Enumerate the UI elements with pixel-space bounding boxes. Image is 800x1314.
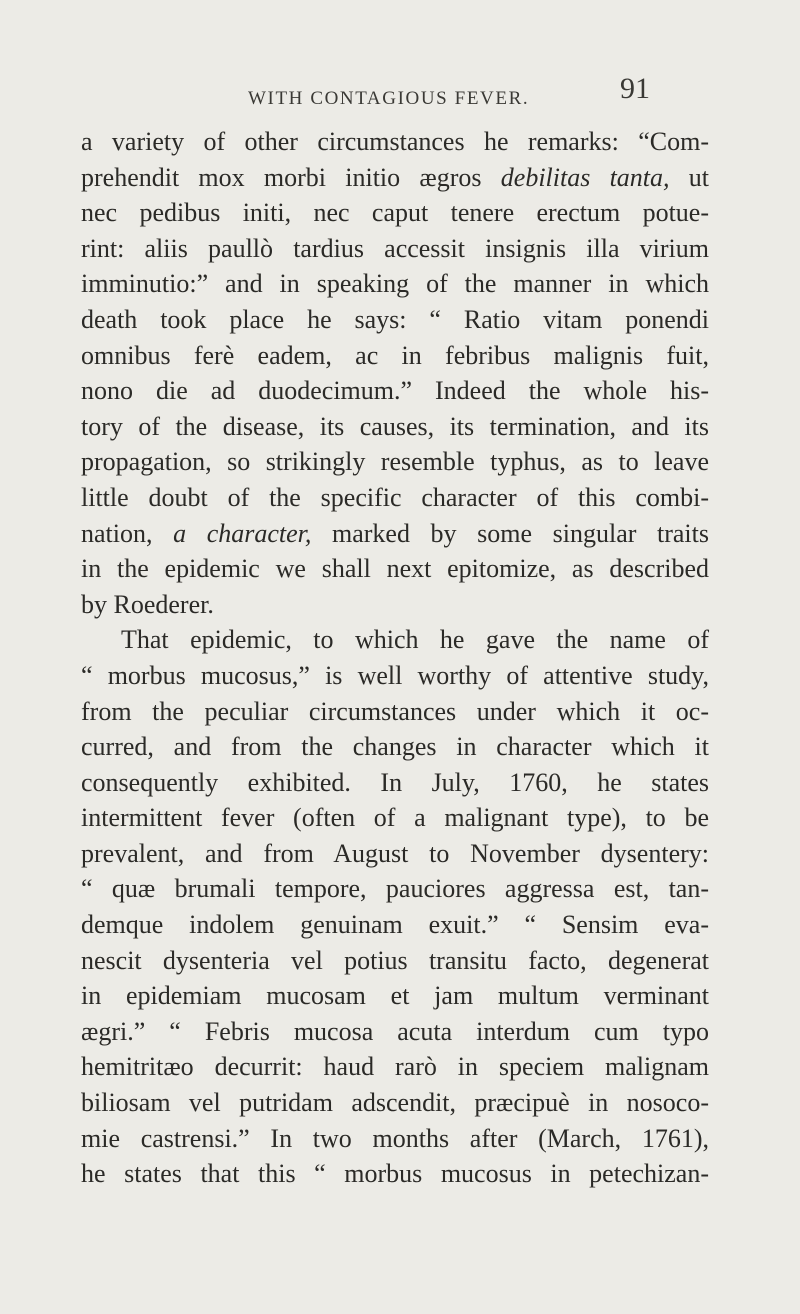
text-line (81, 195, 709, 231)
text-line (81, 871, 709, 907)
text-segment: tory of the disease, its causes, its termination, and its (81, 411, 709, 441)
text-line (81, 266, 709, 302)
text-segment: mie castrensi.” In two months after (March, 1761), (81, 1123, 709, 1153)
text-line (81, 1049, 709, 1085)
text-segment: from the peculiar circumstances under which it oc- (81, 696, 709, 726)
text-line (81, 800, 709, 836)
text-line (81, 1014, 709, 1050)
text-line (81, 729, 709, 765)
text-line (81, 444, 709, 480)
text-line (81, 516, 709, 552)
text-segment: prehendit mox morbi initio ægros (81, 162, 501, 192)
text-segment: nescit dysenteria vel potius transitu facto, degenerat (81, 945, 709, 975)
text-segment: nec pedibus initi, nec caput tenere erectum potue- (81, 198, 709, 228)
text-line (81, 907, 709, 943)
text-segment: propagation, so strikingly resemble typhus, as to leave (81, 447, 709, 477)
text-line (81, 124, 709, 160)
text-line (81, 1156, 709, 1192)
text-segment: omnibus ferè eadem, ac in febribus malignis fuit, (81, 340, 709, 370)
text-segment: hemitritæo decurrit: haud rarò in speciem malignam (81, 1052, 709, 1082)
text-line (81, 765, 709, 801)
text-line (81, 622, 709, 658)
text-line (81, 694, 709, 730)
text-line (81, 480, 709, 516)
text-segment: biliosam vel putridam adscendit, præcipuè in nosoco- (81, 1088, 709, 1118)
text-segment: he states that this “ morbus mucosus in petechizan- (81, 1159, 709, 1189)
text-segment: curred, and from the changes in character which it (81, 732, 709, 762)
text-segment: ægri.” “ Febris mucosa acuta interdum cum typo (81, 1016, 709, 1046)
text-line (81, 373, 709, 409)
text-line (81, 1121, 709, 1157)
text-line (81, 1085, 709, 1121)
text-segment: in the epidemic we shall next epitomize, as described (81, 554, 709, 584)
text-segment: by Roederer. (81, 589, 214, 619)
italic-text: a character, (173, 518, 312, 548)
text-line (81, 978, 709, 1014)
text-segment: nono die ad duodecimum.” Indeed the whole his- (81, 376, 709, 406)
text-segment: “ quæ brumali tempore, pauciores aggressa est, tan- (81, 874, 709, 904)
text-line (81, 943, 709, 979)
text-line (81, 551, 709, 587)
text-line (81, 836, 709, 872)
text-segment: marked by some singular traits (311, 518, 709, 548)
text-segment: prevalent, and from August to November dysentery: (81, 838, 709, 868)
text-line (81, 338, 709, 374)
text-segment: little doubt of the specific character of this combi- (81, 482, 709, 512)
text-segment: “ morbus mucosus,” is well worthy of attentive study, (81, 660, 709, 690)
text-segment: nation, (81, 518, 174, 548)
text-segment: ut (669, 162, 710, 192)
text-segment: intermittent fever (often of a malignant type), to be (81, 803, 709, 833)
text-line (81, 231, 709, 267)
text-segment: demque indolem genuinam exuit.” “ Sensim eva- (81, 910, 709, 940)
italic-text: debilitas tanta, (500, 162, 670, 192)
text-segment: in epidemiam mucosam et jam multum verminant (81, 981, 709, 1011)
text-segment: consequently exhibited. In July, 1760, he states (81, 767, 709, 797)
text-line (81, 160, 709, 196)
text-segment: death took place he says: “ Ratio vitam ponendi (81, 304, 709, 334)
running-head: WITH CONTAGIOUS FEVER. (248, 88, 530, 109)
text-segment: That epidemic, to which he gave the name of (121, 625, 709, 655)
text-line (81, 302, 709, 338)
page-number: 91 (620, 72, 650, 105)
text-line (81, 587, 709, 623)
text-segment: imminutio:” and in speaking of the manner in which (81, 269, 709, 299)
text-segment: a variety of other circumstances he remarks: “Com- (81, 127, 709, 156)
text-line (81, 658, 709, 694)
body-text (81, 124, 709, 1192)
text-segment: rint: aliis paullò tardius accessit insignis illa virium (81, 233, 709, 263)
text-line (81, 409, 709, 445)
